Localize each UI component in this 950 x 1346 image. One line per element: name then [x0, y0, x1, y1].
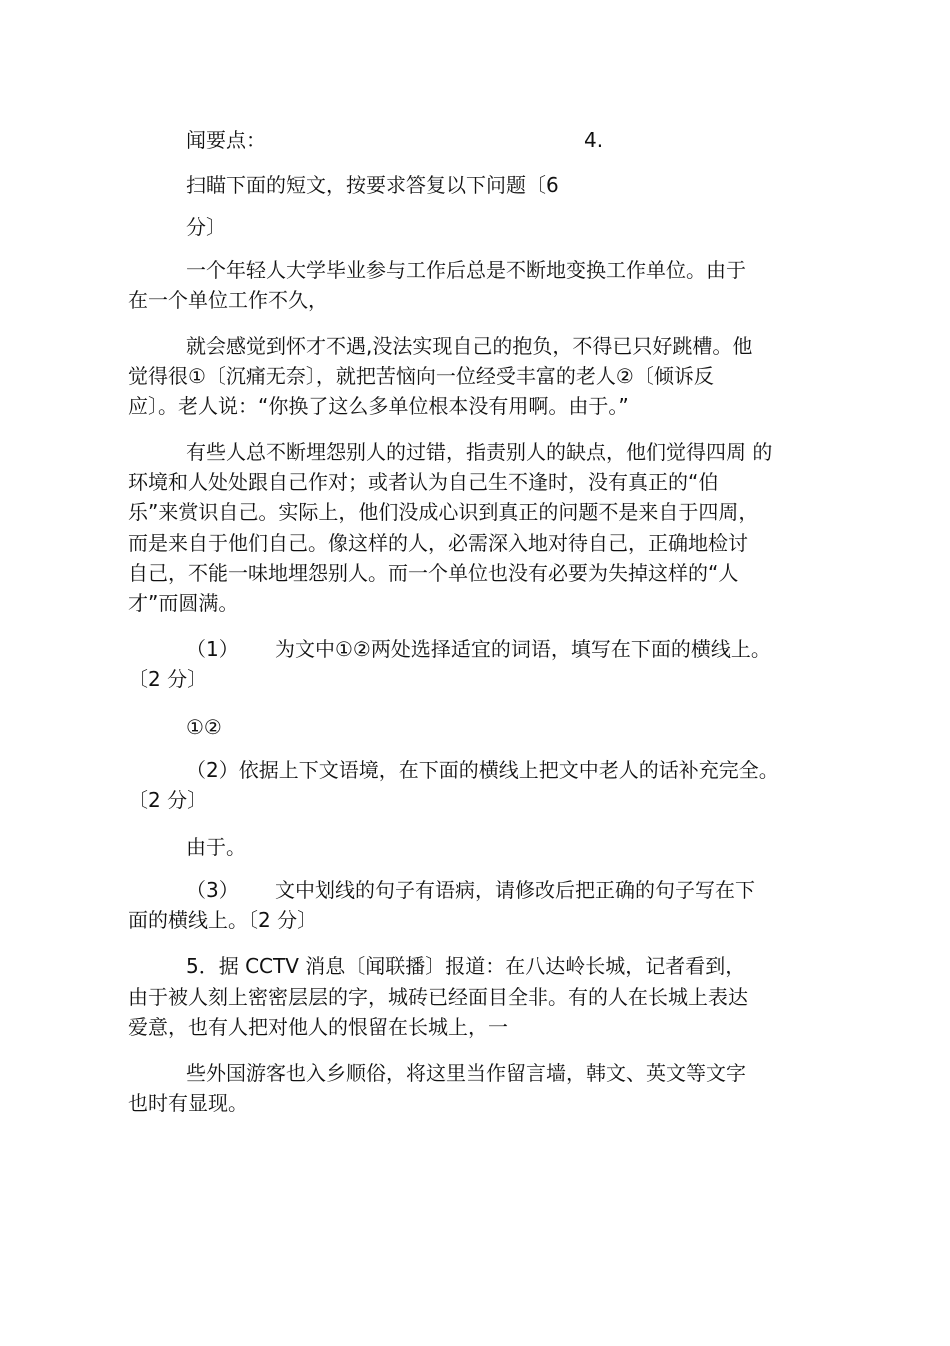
text-line: 扫瞄下面的短文，按要求答复以下问题〔6	[186, 173, 559, 197]
text-line: 闻要点：	[186, 128, 266, 152]
subquestion-number: （1）	[186, 637, 239, 661]
question-number: 4.	[584, 128, 604, 152]
text-line: 5．据 CCTV 消息〔闻联播〕报道：在八达岭长城，记者看到，	[186, 954, 746, 978]
text-line: 而是来自于他们自己。像这样的人，必需深入地对待自己，正确地检讨	[128, 531, 748, 555]
text-line: 乐”来赏识自己。实际上，他们没成心识到真正的问题不是来自于四周，	[128, 500, 759, 524]
text-line: 应〕。老人说：“你换了这么多单位根本没有用啊。由于。”	[128, 394, 629, 418]
text-line: 才”而圆满。	[128, 591, 239, 615]
text-line: 一个年轻人大学毕业参与工作后总是不断地变换工作单位。由于	[186, 258, 746, 282]
text-line: 就会感觉到怀才不遇,没法实现自己的抱负，不得已只好跳槽。他	[186, 334, 753, 358]
text-line: 分〕	[186, 215, 226, 239]
text-line: 文中划线的句子有语病，请修改后把正确的句子写在下	[275, 878, 755, 902]
text-line: 为文中①②两处选择适宜的词语，填写在下面的横线上。	[275, 637, 771, 661]
subquestion-number: （3）	[186, 878, 239, 902]
text-line: 〔2 分〕	[128, 667, 208, 691]
text-line: 也时有显现。	[128, 1091, 248, 1115]
text-line: 自己，不能一味地埋怨别人。而一个单位也没有必要为失掉这样的“人	[128, 561, 739, 585]
text-line: 爱意，也有人把对他人的恨留在长城上，一	[128, 1015, 508, 1039]
text-line: 由于被人刻上密密层层的字，城砖已经面目全非。有的人在长城上表达	[128, 985, 748, 1009]
text-line: 面的横线上。〔2 分〕	[128, 908, 318, 932]
text-line: 在一个单位工作不久，	[128, 288, 328, 312]
answer-line: 由于。	[186, 835, 246, 859]
text-line: （2）依据上下文语境，在下面的横线上把文中老人的话补充完全。	[186, 758, 779, 782]
text-line: 环境和人处处跟自己作对；或者认为自己生不逢时，没有真正的“伯	[128, 470, 719, 494]
text-line: 些外国游客也入乡顺俗，将这里当作留言墙，韩文、英文等文字	[186, 1061, 746, 1085]
answer-line: ①②	[186, 715, 222, 739]
text-line: 觉得很①〔沉痛无奈〕，就把苦恼向一位经受丰富的老人②〔倾诉反	[128, 364, 714, 388]
text-line: 〔2 分〕	[128, 788, 208, 812]
text-line: 有些人总不断埋怨别人的过错，指责别人的缺点，他们觉得四周 的	[186, 440, 773, 464]
